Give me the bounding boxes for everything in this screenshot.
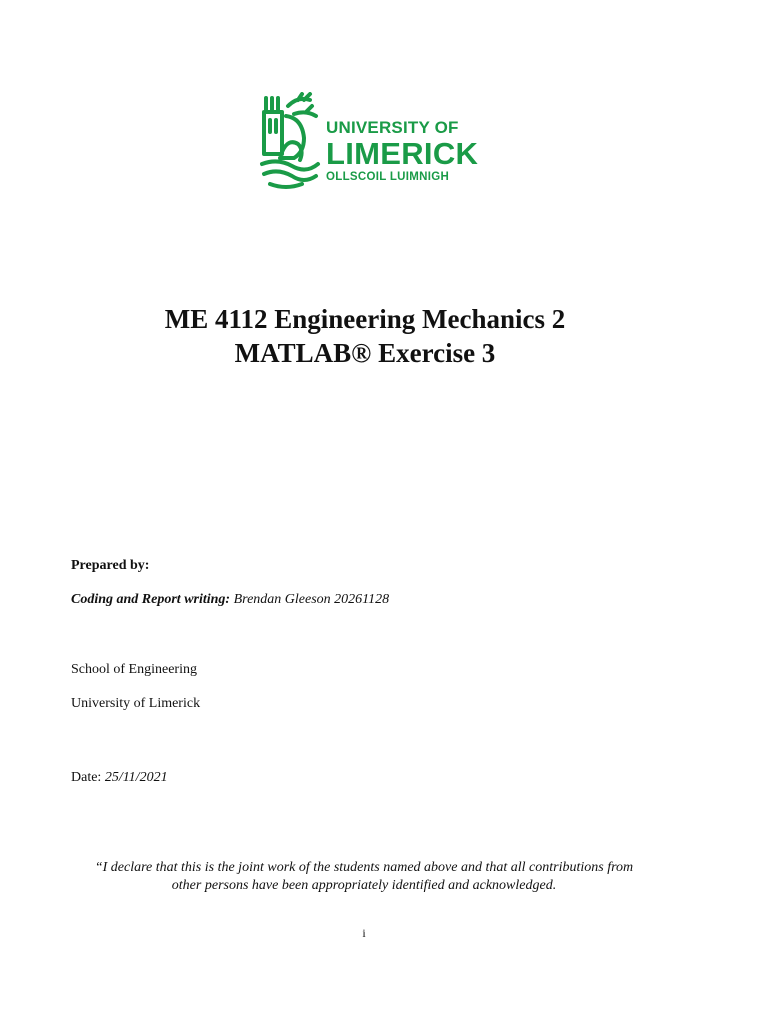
university-name: University of Limerick [71,696,201,711]
declaration [0,859,728,895]
date-value: 25/11/2021 [104,770,168,785]
title-line1: ME 4112 Engineering Mechanics 2 [164,304,566,334]
document-title [0,302,730,370]
logo-wordmark [326,118,478,184]
date-line [71,770,168,786]
date-label: Date: [71,770,102,785]
logo-line3: OLLSCOIL LUIMNIGH [326,171,450,183]
coding-label: Coding and Report writing: [71,592,231,607]
coding-line [71,592,389,608]
page-number: i [362,926,366,940]
prepared-by-label: Prepared by: [71,558,150,573]
declaration-line1: “I declare that this is the joint work of the students named above and that all contributions from [94,860,634,875]
logo-line2: LIMERICK [326,136,479,171]
title-line2: MATLAB® Exercise 3 [234,338,496,368]
declaration-line2: other persons have been appropriately identified and acknowledged. [171,878,557,893]
school-name: School of Engineering [71,662,197,677]
logo-line1: UNIVERSITY OF [326,118,459,137]
castle-deer-icon [258,92,322,192]
coding-value: Brendan Gleeson 20261128 [233,592,390,607]
university-logo [258,92,479,192]
